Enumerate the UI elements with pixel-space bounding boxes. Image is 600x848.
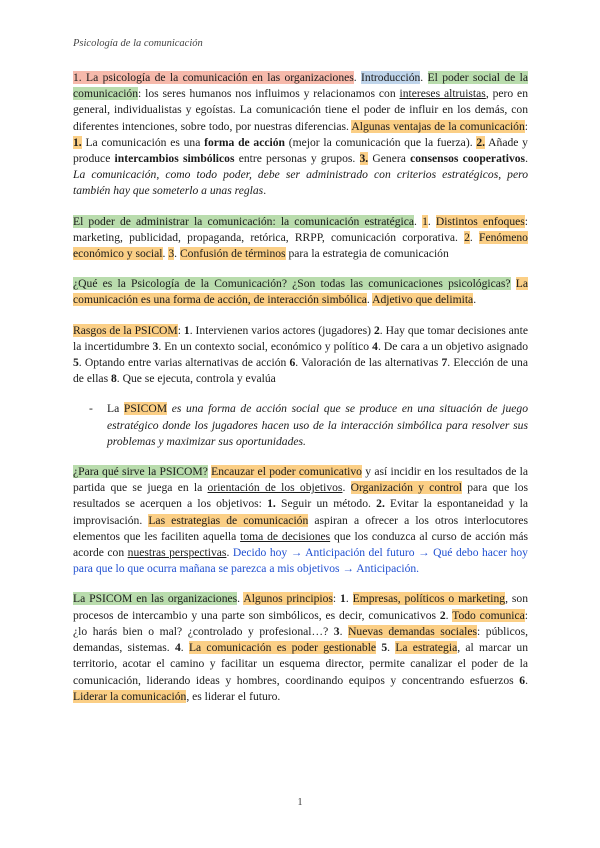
text: . xyxy=(342,481,346,495)
list-number: 1 xyxy=(183,323,190,337)
text: : los seres humanos nos influimos y relacionamos con xyxy=(138,87,396,101)
text: Evitar la espontaneidad y la improvisación. xyxy=(73,497,529,527)
underlined-text: nuestras perspectivas xyxy=(127,546,227,560)
bullet-definicion-psicom xyxy=(73,401,528,450)
text: La comunicación es una xyxy=(85,135,201,149)
highlight-orange: Fenómeno económico y social xyxy=(73,230,528,261)
underlined-text: orientación de los objetivos xyxy=(207,481,343,495)
text: . xyxy=(226,546,230,560)
paragraph-que-es-psicom xyxy=(73,276,528,308)
text: . xyxy=(162,247,166,261)
text: . xyxy=(180,641,184,655)
text: (mejor la comunicación que la fuerza). xyxy=(288,135,473,149)
text: La xyxy=(107,402,120,416)
text: . xyxy=(420,71,424,84)
highlight-orange: Confusión de términos xyxy=(179,247,286,261)
list-number: 2 xyxy=(464,230,470,244)
text: Añade y produce xyxy=(73,135,528,166)
highlight-green: ¿Qué es la Psicología de la Comunicación? ¿Son todas las comunicaciones psicológicas? xyxy=(73,277,511,291)
text: , al marcar un territorio, acotar el camino y facilitar un esquema director, permite canalizar el poder de la comunicación, liderando ideas y hombres, coordinando equipos y concentrando esfuerzos xyxy=(73,641,529,687)
list-number: 3 xyxy=(168,247,175,261)
text: . xyxy=(339,624,343,638)
highlight-orange: Las estrategias de comunicación xyxy=(148,513,309,527)
highlight-orange: La comunicación es una forma de acción, de interacción simbólica xyxy=(73,277,528,307)
text: , pero en general, individualistas y egoístas. La comunicación tiene el poder de influir en los demás, con diferentes intenciones, sobre todo, por nuestras diferencias. xyxy=(73,87,529,133)
text: . xyxy=(473,293,477,307)
highlight-orange: Rasgos de la PSICOM xyxy=(73,323,178,337)
list-number: 4 xyxy=(372,339,378,353)
list-number: 3. xyxy=(359,152,369,166)
highlight-orange: Algunos principios xyxy=(243,592,333,606)
page-number: 1 xyxy=(297,797,303,808)
text: . xyxy=(525,152,528,166)
text: . xyxy=(469,230,473,244)
text: y así incidir en los resultados de la partida que se juega en la xyxy=(73,465,528,495)
highlight-orange: Empresas, políticos o marketing xyxy=(352,592,506,606)
list-number: 3 xyxy=(152,339,159,353)
text: . Valoración de las alternativas xyxy=(295,356,439,370)
running-header: Psicología de la comunicación xyxy=(73,38,203,49)
highlight-orange: Encauzar el poder comunicativo xyxy=(211,465,362,479)
text: . En un contexto social, económico y político xyxy=(158,339,370,353)
highlight-orange: Adjetivo que delimita xyxy=(372,293,474,307)
section-title: 1. La psicología de la comunicación en las organizaciones xyxy=(73,71,354,84)
text: Seguir un método. xyxy=(281,497,371,511)
underlined-text: toma de decisiones xyxy=(240,529,331,543)
list-number: 1. xyxy=(73,135,82,149)
highlight-orange: La estrategia xyxy=(395,641,458,655)
list-number: 6 xyxy=(519,673,526,687)
text: . xyxy=(174,247,178,261)
highlight-green: El poder social de la comunicación xyxy=(73,71,528,101)
text: . Hay que tomar decisiones ante la incertidumbre xyxy=(73,323,528,353)
highlight-orange: Distintos enfoques xyxy=(435,214,525,228)
text: para que los resultados se acerquen a los objetivos: xyxy=(73,481,529,511)
text: . xyxy=(445,608,449,622)
list-number: 2. xyxy=(476,135,486,149)
paragraph-psicom-organizaciones xyxy=(73,591,528,704)
paragraph-comunicacion-estrategica xyxy=(73,214,528,263)
text: : ¿lo harás bien o mal? ¿controlado y profesional…? xyxy=(73,608,528,638)
text: . Optando entre varias alternativas de acción xyxy=(78,356,287,370)
blue-note: Decido hoy → Anticipación del futuro → Qué debo hacer hoy para que lo que ocurra mañana se parezca a mis objetivos → Anticipación. xyxy=(73,546,528,576)
highlight-orange: Nuevas demandas sociales xyxy=(348,624,478,638)
text: entre personas y grupos. xyxy=(238,152,356,166)
highlight-orange: Organización y control xyxy=(350,481,463,495)
text: . xyxy=(353,71,357,84)
bullet-dash: - xyxy=(89,402,93,416)
list-number: 4 xyxy=(174,641,181,655)
text: . xyxy=(237,592,241,606)
text: . Elección de una de ellas xyxy=(73,356,528,386)
bold-text: consensos cooperativos xyxy=(410,152,526,166)
list-number: 2. xyxy=(376,497,385,511)
list-number: 8 xyxy=(111,372,117,386)
highlight-orange: PSICOM xyxy=(123,402,168,416)
highlight-green: El poder de administrar la comunicación: la comunicación estratégica xyxy=(73,214,415,228)
paragraph-introduccion xyxy=(73,70,528,200)
highlight-green: La PSICOM en las organizaciones xyxy=(73,592,238,606)
list-number: 5 xyxy=(73,356,79,370)
text: : xyxy=(177,323,181,337)
highlight-orange: Todo comunica xyxy=(452,608,525,622)
text: . xyxy=(345,592,349,606)
text: : públicos, demandas, sistemas. xyxy=(73,624,528,655)
text: . Intervienen varios actores (jugadores) xyxy=(189,323,372,337)
italic-text: es una forma de acción social que se produce en una situación de juego estratégico donde los jugadores hacen uso de la interacción simbólica para resolver sus problemas y maximizar sus oportunidades. xyxy=(107,402,528,448)
bold-text: intercambios simbólicos xyxy=(114,152,235,166)
text: . xyxy=(525,673,528,687)
list-number: 6 xyxy=(289,356,296,370)
list-number: 2 xyxy=(373,323,380,337)
subsection-label: Introducción xyxy=(361,71,421,84)
document-body xyxy=(73,70,528,719)
text: . xyxy=(387,641,391,655)
text: : xyxy=(524,119,528,133)
bold-text: forma de acción xyxy=(204,135,285,149)
highlight-orange: Liderar la comunicación xyxy=(73,689,187,703)
text: . xyxy=(263,184,267,198)
text: , es liderar el futuro. xyxy=(186,689,281,703)
highlight-orange: Algunas ventajas de la comunicación xyxy=(351,119,525,133)
text: . xyxy=(414,214,417,228)
list-number: 1 xyxy=(340,592,346,606)
list-number: 7 xyxy=(441,356,448,370)
list-number: 2 xyxy=(439,608,446,622)
text: , son procesos de intercambio y una parte son simbólicos, es decir, comunicativos xyxy=(73,592,528,622)
text: aspiran a ofrecer a los otros interlocutores elementos que les faciliten aquella xyxy=(73,513,528,543)
highlight-orange: La comunicación es poder gestionable xyxy=(188,641,377,655)
highlight-green: ¿Para qué sirve la PSICOM? xyxy=(73,465,208,479)
italic-text: La comunicación, como todo poder, debe ser administrado con criterios estratégicos, pero también hay que someterlo a unas reglas xyxy=(73,168,528,198)
list-number: 5 xyxy=(381,641,388,655)
text: . xyxy=(427,214,431,228)
underlined-text: intereses altruistas xyxy=(399,87,486,101)
list-number: 3 xyxy=(333,624,340,638)
text: : marketing, publicidad, propaganda, retórica, RRPP, comunicación corporativa. xyxy=(73,214,529,244)
text: . Que se ejecuta, controla y evalúa xyxy=(116,372,276,386)
text: para la estrategia de comunicación xyxy=(288,247,449,261)
text: : xyxy=(332,592,337,606)
text: . De cara a un objetivo asignado xyxy=(377,339,528,353)
text: . xyxy=(366,293,370,307)
paragraph-para-que-sirve xyxy=(73,464,528,577)
text: que los conduzca al curso de acción más acorde con xyxy=(73,529,528,560)
list-number: 1. xyxy=(267,497,276,511)
text: Genera xyxy=(372,152,406,166)
paragraph-rasgos xyxy=(73,323,528,388)
list-number: 1 xyxy=(422,214,428,228)
